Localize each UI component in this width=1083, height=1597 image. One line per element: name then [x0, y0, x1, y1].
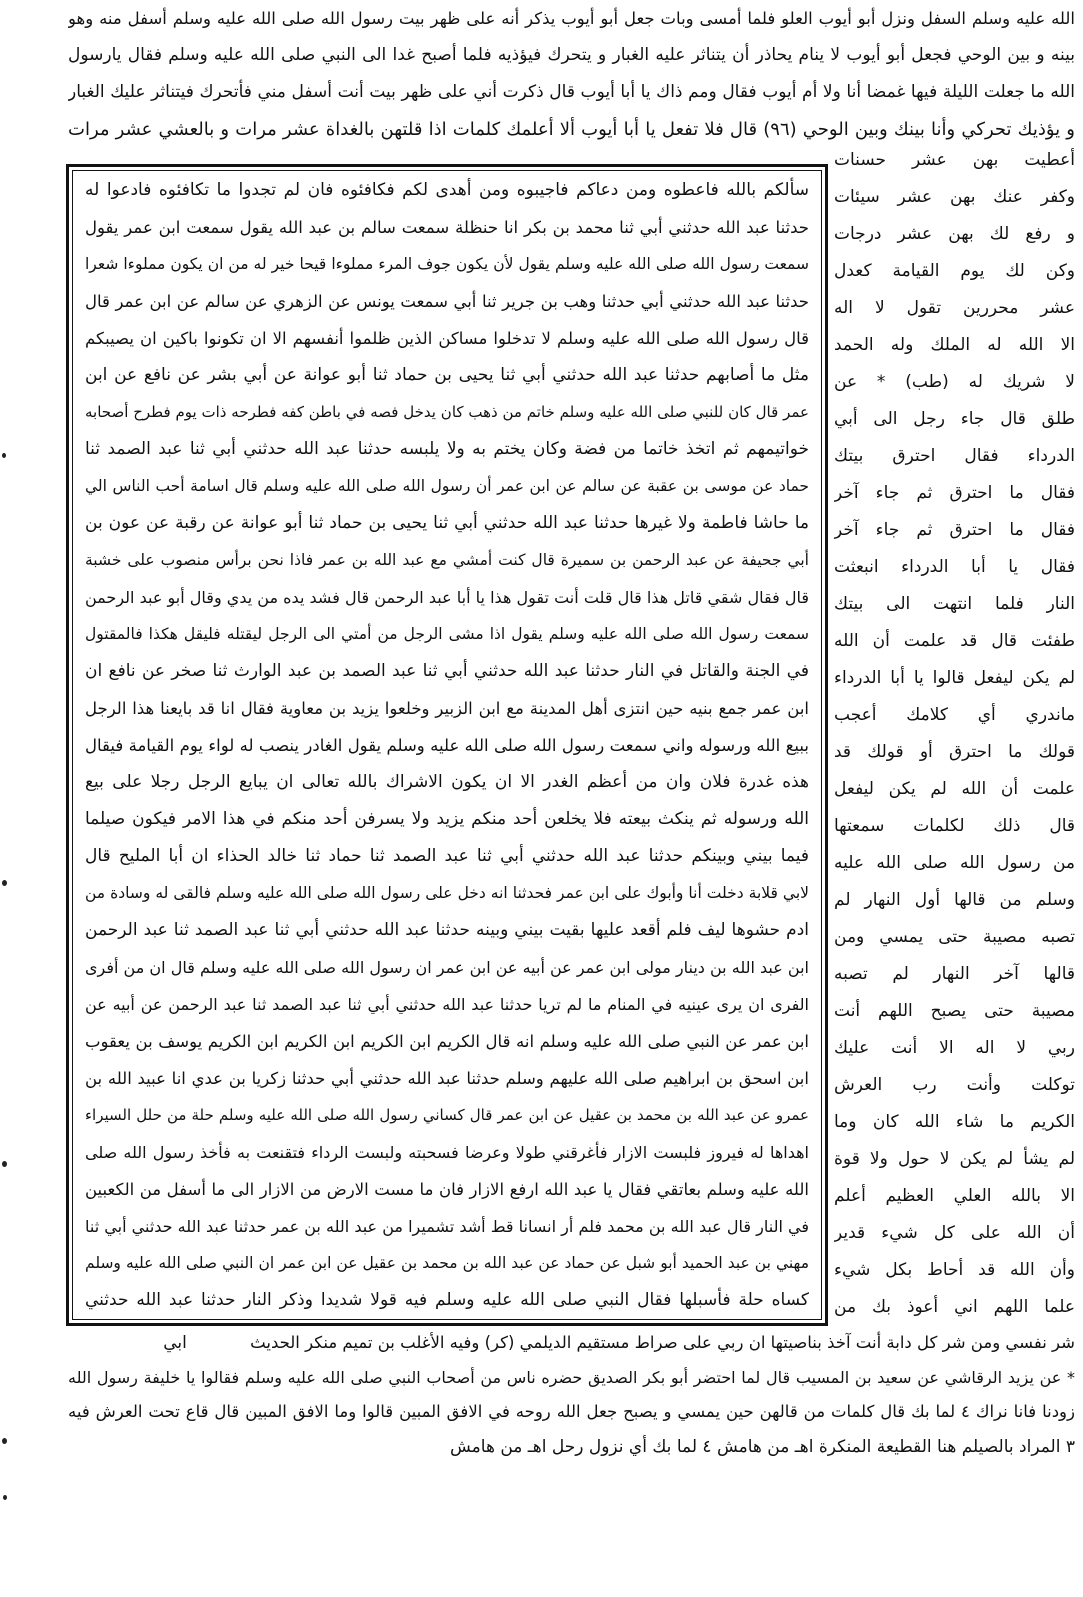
main-line: ابن اسحق بن ابراهيم صلى الله عليهم وسلم حدثنا عبد الله حدثني أبي حدثنا زكريا بن عدي انا عبيد الله بن — [85, 1069, 809, 1088]
footnote-block — [300, 1430, 1075, 1464]
main-line: عمرو عن عبد الله بن محمد بن عقيل عن ابن عمر قال كساني رسول الله صلى الله عليه وسلم حلة من حلل السيراء — [85, 1106, 809, 1124]
margin-line: ربي لا اله الا أنت عليك — [834, 1038, 1075, 1058]
main-line: ابن عمر جمع بنيه حين انتزى أهل المدينة مع ابن الزبير وخلعوا يزيد بن معاوية فقال انا قد بايعنا هذا الرجل — [85, 699, 809, 718]
margin-line: لا شريك له (طب) * عن — [834, 372, 1075, 392]
main-line: الله ورسوله ثم ينكث بيعته فلا يخلعن أحد منكم يزيد ولا يسرفن أحد منكم في هذا الامر فيكون صيلما — [85, 809, 809, 829]
margin-line: فقال يا أبا الدرداء انبعثت — [834, 557, 1075, 577]
margin-line: وكن لك يوم القيامة كعدل — [834, 261, 1075, 281]
main-line: أبي جحيفة عن عبد الرحمن بن سميرة قال كنت أمشي مع عبد الله بن عمر فاذا نحن برأس منصوب على خشبة — [85, 551, 809, 569]
main-text-block — [85, 172, 809, 1319]
margin-line: طفئت قال قد علمت أن الله — [834, 631, 1075, 651]
margin-line: قال ذلك لكلمات سمعتها — [834, 816, 1075, 836]
main-line: اهداها له فيروز فلبست الازار فأغرقني طولا وعرضا فسحبته ولبست الرداء فتقنعت به فأخذ رسول الله صلى — [85, 1143, 809, 1162]
scan-speck — [2, 880, 7, 886]
margin-line: النار فلما انتهت الى بيتك — [834, 594, 1075, 614]
main-line: هذه غدرة فلان وان من أعظم الغدر الا ان يكون الاشراك بالله تعالى ان يبايع الرجل رجلا على بيع — [85, 772, 809, 792]
scan-speck — [3, 1495, 7, 1500]
main-line: قال فقال شقي قاتل هذا قال قلت أنت تقول هذا يا أبا عبد الرحمن قال فشد يده من يدي وقال أبو عبد الرحمن — [85, 588, 809, 607]
after-frame-block — [250, 1327, 1075, 1359]
margin-line: قالها آخر النهار لم تصبه — [834, 964, 1075, 984]
margin-line: وسلم من قالها أول النهار لم — [834, 890, 1075, 910]
margin-line: قولك ما احترق أو قولك قد — [834, 742, 1075, 762]
margin-line: لم يكن ليفعل قالوا يا أبا الدرداء — [834, 668, 1075, 688]
main-line: لابي قلابة دخلت أنا وأبوك على ابن عمر فحدثنا انه دخل على رسول الله صلى الله عليه وسلم فالقى له وسادة من — [85, 884, 809, 902]
main-line: عمر قال كان للنبي صلى الله عليه وسلم خاتم من ذهب كان يدخل فصه في باطن كفه فطرحه ذات يوم فطرح أصحابه — [85, 403, 809, 421]
main-line: في النار قال عبد الله بن محمد فلم أر انسانا قط أشد تشميرا من عبد الله بن عمر حدثنا عبد الله حدثني أبي ثنا — [85, 1217, 809, 1236]
margin-line: تصبه مصيبة حتى يمسي ومن — [834, 927, 1075, 947]
main-line: ابن عبد الله بن دينار مولى ابن عمر عن أبيه عن ابن عمر ان رسول الله صلى الله عليه وسلم قال ان من أفرى — [85, 958, 809, 977]
main-line: ببيع الله ورسوله واني سمعت رسول الله صلى الله عليه وسلم يقول الغادر ينصب له لواء يوم القيامة فيقال — [85, 736, 809, 755]
main-line: سمعت رسول الله صلى الله عليه وسلم يقول اذا مشى الرجل من أمتي الى الرجل ليقتله فليقل هكذا فالمقتول — [85, 625, 809, 643]
top-line-1: الله عليه وسلم السفل ونزل أبو أيوب العلو فلما أمسى وبات جعل أبو أيوب يذكر أنه على ظهر بيت رسول الله صلى الله عليه وسلم أسفل منه وهو — [68, 9, 1075, 28]
margin-line: ماندري أي كلامك أعجب — [834, 705, 1075, 725]
scan-speck — [2, 1438, 7, 1444]
margin-line: فقال ما احترق ثم جاء آخر — [834, 483, 1075, 503]
footer-text-block — [68, 1361, 1075, 1429]
margin-line: طلق قال جاء رجل الى أبي — [834, 409, 1075, 429]
main-line: حدثنا عبد الله حدثني أبي حدثنا وهب بن جرير ثنا أبي سمعت يونس عن الزهري عن سالم عن ابن عمر قال — [85, 292, 809, 311]
margin-commentary-column — [834, 142, 1075, 1326]
margin-line: توكلت وأنت رب العرش — [834, 1075, 1075, 1095]
main-line: حدثنا عبد الله حدثني أبي ثنا محمد بن بكر انا حنظلة سمعت سالم بن عبد الله يقول سمعت ابن عمر يقول — [85, 218, 809, 237]
margin-line: وأن الله قد أحاط بكل شيء — [834, 1260, 1075, 1280]
margin-line: و رفع لك بهن عشر درجات — [834, 224, 1075, 244]
margin-line: وكفر عنك بهن عشر سيئات — [834, 187, 1075, 207]
top-line-2: بينه و بين الوحي فجعل أبو أيوب لا ينام يحاذر أن يتناثر عليه الغبار و يتحرك فيؤذيه فلما أصبح غدا الى النبي صلى الله عليه وسلم فقال يارسول — [68, 45, 1075, 65]
margin-line: فقال ما احترق ثم جاء آخر — [834, 520, 1075, 540]
main-text-frame — [66, 164, 828, 1326]
after-frame-line: شر نفسي ومن شر كل دابة أنت آخذ بناصيتها ان ربي على صراط مستقيم الديلمي (كر) وفيه الأغلب بن تميم منكر الحديث — [250, 1333, 1075, 1352]
scan-speck — [2, 1161, 7, 1167]
scan-speck — [2, 453, 6, 458]
margin-line: عشر محررين تقول لا اله — [834, 298, 1075, 318]
top-line-4: و يؤذيك تحركي وأنا بينك وبين الوحي (٩٦) قال فلا تفعل يا أبا أيوب ألا أعلمك كلمات اذا قلتهن بالغداة عشر مرات و بالعشي عشر مرات — [68, 119, 1075, 140]
footer-line-2: زودنا فانا نراك ٤ لما بك قال كلمات من قالهن حين يمسي و يصبح جعل الله روحه في الافق المبين قالوا وما الافق المبين قال قاع تحت العرش فيه — [68, 1402, 1075, 1421]
margin-line: علمت أن الله لم يكن ليفعل — [834, 779, 1075, 799]
main-line: خواتيمهم ثم اتخذ خاتما من فضة وكان يختم به ولا يلبسه حدثنا عبد الله حدثني أبي ثنا عبد الصمد ثنا — [85, 439, 809, 459]
footnote-line: ٣ المراد بالصيلم هنا القطيعة المنكرة اهـ من هامش ٤ لما بك أي نزول رحل اهـ من هامش — [450, 1437, 1075, 1457]
margin-line: الدرداء فقال احترق بيتك — [834, 446, 1075, 466]
margin-line: الكريم ما شاء الله كان وما — [834, 1112, 1075, 1132]
catchword: ابي — [163, 1333, 187, 1353]
main-line: الله عليه وسلم بعاتقي فقال يا عبد الله ارفع الازار فان ما مست الارض من الازار الى ما أسفل من الكعبين — [85, 1180, 809, 1199]
top-line-3: الله ما جعلت الليلة فيها غمضا أنا ولا أم أيوب فقال ومم ذاك يا أبا أيوب قال ذكرت أني على ظهر بيت أنت أسفل مني فأتحرك فيتناثر عليك الغبار — [68, 82, 1075, 102]
margin-line: الا الله له الملك وله الحمد — [834, 335, 1075, 355]
main-line: ابن عمر عن النبي صلى الله عليه وسلم انه قال الكريم ابن الكريم ابن الكريم ابن الكريم يوسف بن يعقوب — [85, 1032, 809, 1051]
main-line: مثل ما أصابهم حدثنا عبد الله حدثني أبي ثنا يحيى بن حماد ثنا أبو عوانة عن أبي بشر عن نافع عن ابن — [85, 365, 809, 385]
footer-line-1: * عن يزيد الرقاشي عن سعيد بن المسيب قال لما احتضر أبو بكر الصديق حضره ناس من أصحاب النبي صلى الله عليه وسلم فقالوا يا خليفة رسول الله — [68, 1368, 1075, 1387]
margin-line: لم يشأ لم يكن لا حول ولا قوة — [834, 1149, 1075, 1169]
main-line: سمعت رسول الله صلى الله عليه وسلم يقول لأن يكون جوف المرء مملوءا قيحا خير له من ان يكون مملوءا شعرا — [85, 255, 809, 273]
main-line: سألكم بالله فاعطوه ومن دعاكم فاجيبوه ومن أهدى لكم فكافئوه فان لم تجدوا ما تكافئوه فادعوا له — [85, 180, 809, 200]
main-line: ما حاشا فاطمة ولا غيرها حدثنا عبد الله حدثني أبي ثنا يحيى بن حماد ثنا أبو عوانة عن رقبة عن عون بن — [85, 513, 809, 533]
main-line: حماد عن موسى بن عقبة عن سالم عن ابن عمر أن رسول الله صلى الله عليه وسلم قال اسامة أحب الناس الي — [85, 477, 809, 495]
main-line: قال رسول الله صلى الله عليه وسلم لا تدخلوا مساكن الذين ظلموا أنفسهم الا ان تكونوا باكين ان يصيبكم — [85, 329, 809, 348]
margin-line: أعطيت بهن عشر حسنات — [834, 150, 1075, 170]
margin-line: مصيبة حتى يصبح اللهم أنت — [834, 1001, 1075, 1021]
main-line: الفرى ان يرى عينيه في المنام ما لم تريا حدثنا عبد الله حدثني أبي ثنا عبد الصمد ثنا عبد الرحمن عن أبيه عن — [85, 995, 809, 1014]
margin-line: الا بالله العلي العظيم أعلم — [834, 1186, 1075, 1206]
main-line: مهني بن عبد الحميد أبو شبل عن حماد عن عبد الله بن محمد بن عقيل عن ابن عمر ان النبي صلى الله عليه وسلم — [85, 1254, 809, 1272]
main-line: في الجنة والقاتل في النار حدثنا عبد الله حدثني أبي ثنا عبد الصمد بن عبد الوارث ثنا صخر عن نافع ان — [85, 661, 809, 681]
margin-line: من رسول الله صلى الله عليه — [834, 853, 1075, 873]
main-line: كساه حلة فأسبلها فقال النبي صلى الله عليه وسلم فيه قولا شديدا وذكر النار حدثنا عبد الله حدثني — [85, 1290, 809, 1310]
main-line: ادم حشوها ليف فلم أقعد عليها بقيت بيني وبينه حدثنا عبد الله حدثني أبي ثنا عبد الصمد ثنا عبد الرحمن — [85, 920, 809, 940]
margin-line: أن الله على كل شيء قدير — [834, 1223, 1075, 1243]
margin-line: علما اللهم اني أعوذ بك من — [834, 1297, 1075, 1317]
main-line: فيما بيني وبينكم حدثنا عبد الله حدثني أبي ثنا عبد الصمد ثنا حماد ثنا خالد الحذاء ان أبا المليح قال — [85, 846, 809, 866]
top-text-block — [68, 0, 1075, 148]
